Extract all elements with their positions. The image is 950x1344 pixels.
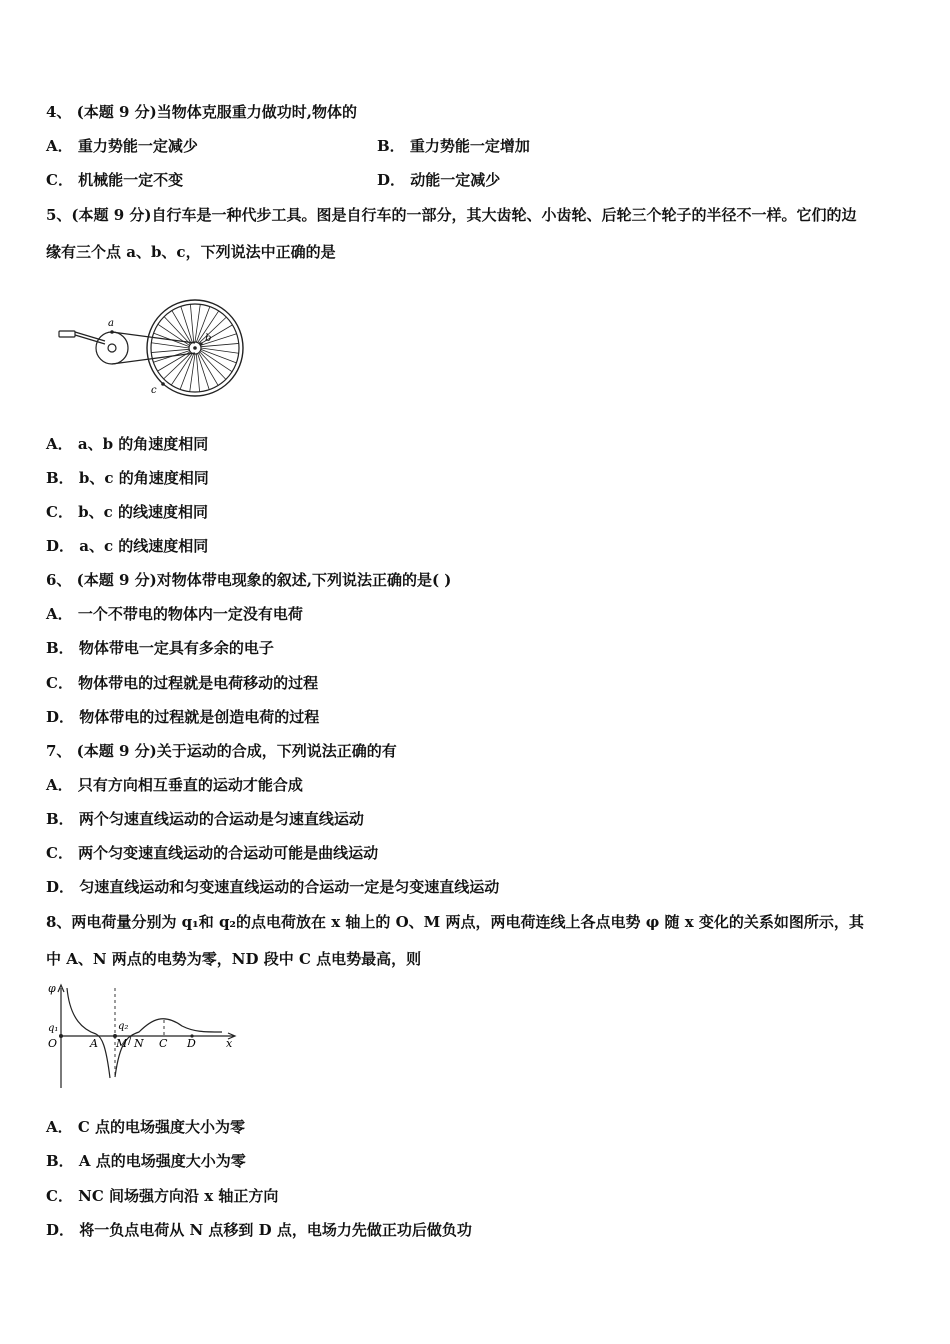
q6-option-c: C． 物体带电的过程就是电荷移动的过程	[46, 674, 319, 692]
q5-stem-line2: 缘有三个点 a、b、c，下列说法中正确的是	[46, 243, 336, 261]
wheel-spoke	[196, 354, 199, 392]
svg-text:/: /	[128, 1036, 132, 1047]
wheel-spoke	[199, 317, 227, 343]
label-N: N	[134, 1037, 144, 1050]
wheel-spoke	[171, 353, 192, 385]
wheel-spoke	[199, 353, 218, 386]
q5-stem-line1: 5、(本题 9 分)自行车是一种代步工具。图是自行车的一部分，其大齿轮、小齿轮、后轮三个轮子的半径不一样。它们的边	[46, 206, 857, 224]
q8-option-b: B． A 点的电场强度大小为零	[46, 1152, 246, 1170]
wheel-spoke	[181, 306, 193, 342]
label-A: A	[90, 1037, 98, 1050]
q5-option-b: B． b、c 的角速度相同	[46, 469, 209, 487]
q6-stem: 6、 (本题 9 分)对物体带电现象的叙述,下列说法正确的是( )	[46, 571, 452, 589]
wheel-spoke	[195, 304, 200, 342]
q7-stem: 7、 (本题 9 分)关于运动的合成，下列说法正确的有	[46, 742, 397, 760]
label-c: c	[151, 385, 157, 396]
point-a-dot	[110, 330, 114, 334]
wheel-spoke	[200, 351, 232, 372]
wheel-spoke	[172, 311, 191, 344]
potential-graph	[44, 980, 240, 1092]
wheel-spoke	[151, 343, 189, 348]
bicycle-gear-figure	[55, 295, 250, 400]
label-a: a	[108, 318, 114, 329]
label-M: M	[116, 1037, 128, 1050]
q7-option-c: C． 两个匀变速直线运动的合运动可能是曲线运动	[46, 844, 379, 862]
q8-option-c: C． NC 间场强方向沿 x 轴正方向	[46, 1187, 279, 1205]
wheel-spoke	[198, 353, 210, 389]
wheel-spoke	[151, 349, 189, 352]
q6-option-d: D． 物体带电的过程就是创造电荷的过程	[46, 708, 320, 726]
q4-option-d: D． 动能一定减少	[377, 171, 501, 189]
label-phi: φ	[48, 982, 56, 995]
q8-stem-line1: 8、两电荷量分别为 q₁和 q₂的点电荷放在 x 轴上的 O、M 两点，两电荷连线上各点电势 φ 随 x 变化的关系如图所示，其	[46, 913, 864, 931]
wheel-spoke	[190, 304, 193, 342]
wheel-spoke	[190, 354, 195, 392]
q7-option-d: D． 匀速直线运动和匀变速直线运动的合运动一定是匀变速直线运动	[46, 878, 500, 896]
label-O: O	[48, 1037, 58, 1050]
q4-stem: 4、 (本题 9 分)当物体克服重力做功时,物体的	[46, 103, 357, 121]
wheel-spoke	[201, 349, 237, 363]
wheel-spoke	[201, 348, 239, 353]
label-C: C	[159, 1037, 168, 1050]
wheel-spoke	[158, 352, 191, 371]
q8-stem-line2: 中 A、N 两点的电势为零，ND 段中 C 点电势最高，则	[46, 950, 422, 968]
q8-option-d: D． 将一负点电荷从 N 点移到 D 点，电场力先做正功后做负功	[46, 1221, 472, 1239]
wheel-spoke	[180, 354, 194, 390]
q5-option-a: A． a、b 的角速度相同	[46, 435, 209, 453]
point-b-dot	[199, 342, 202, 345]
point-c-dot	[161, 382, 165, 386]
q6-option-b: B． 物体带电一定具有多余的电子	[46, 639, 274, 657]
q5-option-d: D． a、c 的线速度相同	[46, 537, 209, 555]
wheel-spoke	[158, 324, 190, 345]
q4-option-a: A． 重力势能一定减少	[46, 137, 198, 155]
q8-option-a: A． C 点的电场强度大小为零	[46, 1118, 246, 1136]
label-b: b	[205, 333, 212, 344]
q5-option-c: C． b、c 的线速度相同	[46, 503, 209, 521]
label-q2: q₂	[118, 1021, 129, 1032]
q6-option-a: A． 一个不带电的物体内一定没有电荷	[46, 605, 303, 623]
q4-option-b: B． 重力势能一定增加	[377, 137, 530, 155]
wheel-spoke	[154, 333, 190, 347]
q7-option-a: A． 只有方向相互垂直的运动才能合成	[46, 776, 303, 794]
label-x: x	[226, 1037, 233, 1050]
label-q1: q₁	[48, 1023, 59, 1034]
label-D: D	[187, 1037, 196, 1050]
wheel-spoke	[200, 352, 226, 380]
q7-option-b: B． 两个匀速直线运动的合运动是匀速直线运动	[46, 810, 364, 828]
q4-option-c: C． 机械能一定不变	[46, 171, 184, 189]
wheel-spoke	[153, 351, 189, 363]
